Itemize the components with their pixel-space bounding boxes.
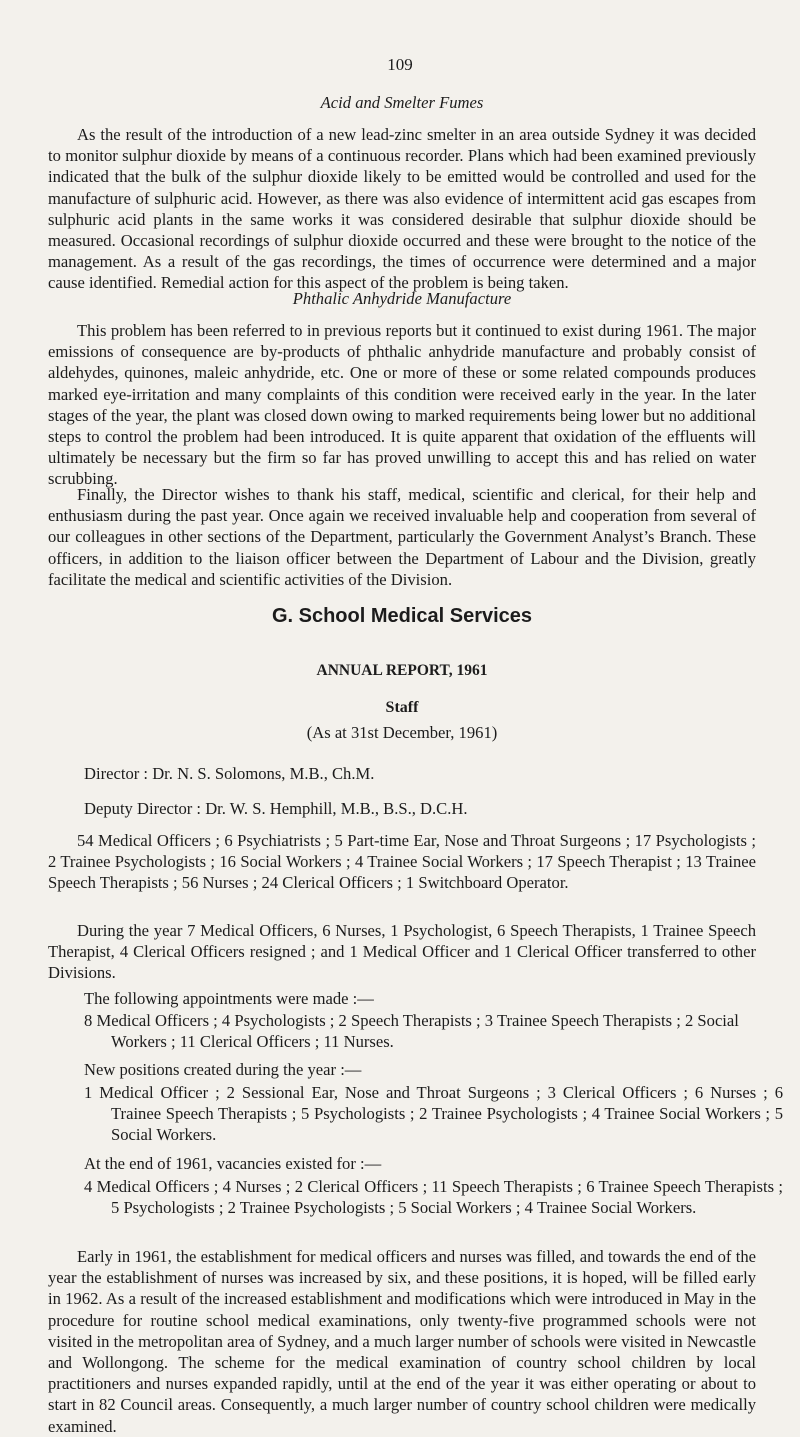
vacancies-list: 4 Medical Officers ; 4 Nurses ; 2 Clerical Officers ; 11 Speech Therapists ; 6 Trainee Speech Therapists ; 5 Psychologists ; 2 Trainee Psychologists ; 5 Social Workers ; 4 Trainee Social Workers. bbox=[84, 1177, 783, 1218]
deputy-director-line: Deputy Director : Dr. W. S. Hemphill, M.B., B.S., D.C.H. bbox=[84, 799, 468, 818]
paragraph-staff-list: 54 Medical Officers ; 6 Psychiatrists ; 5 Part-time Ear, Nose and Throat Surgeons ; 17 Psychologists ; 2 Trainee Psychologists ; 16 Social Workers ; 4 Trainee Social Workers ; 17 Speech Therapist ; 13 Trainee Speech Therapists ; 56 Nurses ; 24 Clerical Officers ; 1 Switchboard Operator. bbox=[48, 831, 756, 893]
section-heading-school-medical-services: G. School Medical Services bbox=[271, 605, 533, 627]
annual-report-heading: ANNUAL REPORT, 1961 bbox=[316, 662, 488, 679]
section-heading-phthalic-anhydride: Phthalic Anhydride Manufacture bbox=[292, 289, 512, 308]
paragraph-establishment-summary: Early in 1961, the establishment for medical officers and nurses was filled, and towards the end of the year the establishment of nurses was increased by six, and these positions, it is hoped, will be filled early in 1962. As a result of the increased establishment and modifications which were introduced in May in the procedure for routine school medical examinations, only twenty-five programmed schools were not visited in the metropolitan area of Sydney, and a much larger number of schools were visited in Newcastle and Wollongong. The scheme for the medical examination of country school children by local practitioners and nurses expanded rapidly, until at the end of the year it was either operating or about to start in 82 Council areas. Consequently, a much larger number of country school children were medically examined. bbox=[48, 1247, 756, 1436]
as-at-date: (As at 31st December, 1961) bbox=[306, 723, 498, 742]
page-number: 109 bbox=[387, 55, 413, 74]
new-positions-heading: New positions created during the year :— bbox=[84, 1060, 362, 1079]
paragraph-closing-thanks: Finally, the Director wishes to thank his staff, medical, scientific and clerical, for their help and enthusiasm during the past year. Once again we received invaluable help and cooperation from several of our colleagues in other sections of the Department, particularly the Government Analyst’s Branch. These officers, in addition to the liaison officer between the Department of Labour and the Division, greatly facilitate the medical and scientific activities of the Division. bbox=[48, 485, 756, 589]
appointments-heading: The following appointments were made :— bbox=[84, 989, 374, 1008]
director-line: Director : Dr. N. S. Solomons, M.B., Ch.M. bbox=[84, 764, 375, 783]
staff-heading: Staff bbox=[385, 699, 419, 716]
section-heading-acid-smelter-fumes: Acid and Smelter Fumes bbox=[320, 93, 484, 112]
paragraph-acid-smelter-fumes: As the result of the introduction of a new lead-zinc smelter in an area outside Sydney it was decided to monitor sulphur dioxide by means of a continuous recorder. Plans which had been examined previously indicated that the bulk of the sulphur dioxide likely to be emitted would be controlled and used for the manufacture of sulphuric acid. However, as there was also evidence of intermittent acid gas escapes from sulphuric acid plants in the same works it was considered desirable that sulphur dioxide should be measured. Occasional recordings of sulphur dioxide occurred and these were brought to the notice of the management. As a result of the gas recordings, the times of occurrence were determined and a major cause identified. Remedial action for this aspect of the problem is being taken. bbox=[48, 125, 756, 293]
appointments-list: 8 Medical Officers ; 4 Psychologists ; 2 Speech Therapists ; 3 Trainee Speech Therapists ; 2 Social Workers ; 11 Clerical Officers ; 11 Nurses. bbox=[84, 1011, 739, 1052]
new-positions-list: 1 Medical Officer ; 2 Sessional Ear, Nose and Throat Surgeons ; 3 Clerical Officers ; 6 Nurses ; 6 Trainee Speech Therapists ; 5 Psychologists ; 2 Trainee Psychologists ; 4 Trainee Social Workers ; 5 Social Workers. bbox=[84, 1083, 783, 1145]
paragraph-phthalic-anhydride: This problem has been referred to in previous reports but it continued to exist during 1961. The major emissions of consequence are by-products of phthalic anhydride manufacture and probably consist of aldehydes, quinones, maleic anhydride, etc. One or more of these or some related compounds produces marked eye-irritation and many complaints of this condition were received early in the year. In the later stages of the year, the plant was closed down owing to marked requirements being lower but no additional steps to control the problem had been introduced. It is quite apparent that oxidation of the effluents will ultimately be necessary but the firm so far has proved unwilling to accept this and has relied on water scrubbing. bbox=[48, 321, 756, 489]
paragraph-resignations: During the year 7 Medical Officers, 6 Nurses, 1 Psychologist, 6 Speech Therapists, 1 Trainee Speech Therapist, 4 Clerical Officers resigned ; and 1 Medical Officer and 1 Clerical Officer transferred to other Divisions. bbox=[48, 921, 756, 983]
vacancies-heading: At the end of 1961, vacancies existed for :— bbox=[84, 1154, 382, 1173]
